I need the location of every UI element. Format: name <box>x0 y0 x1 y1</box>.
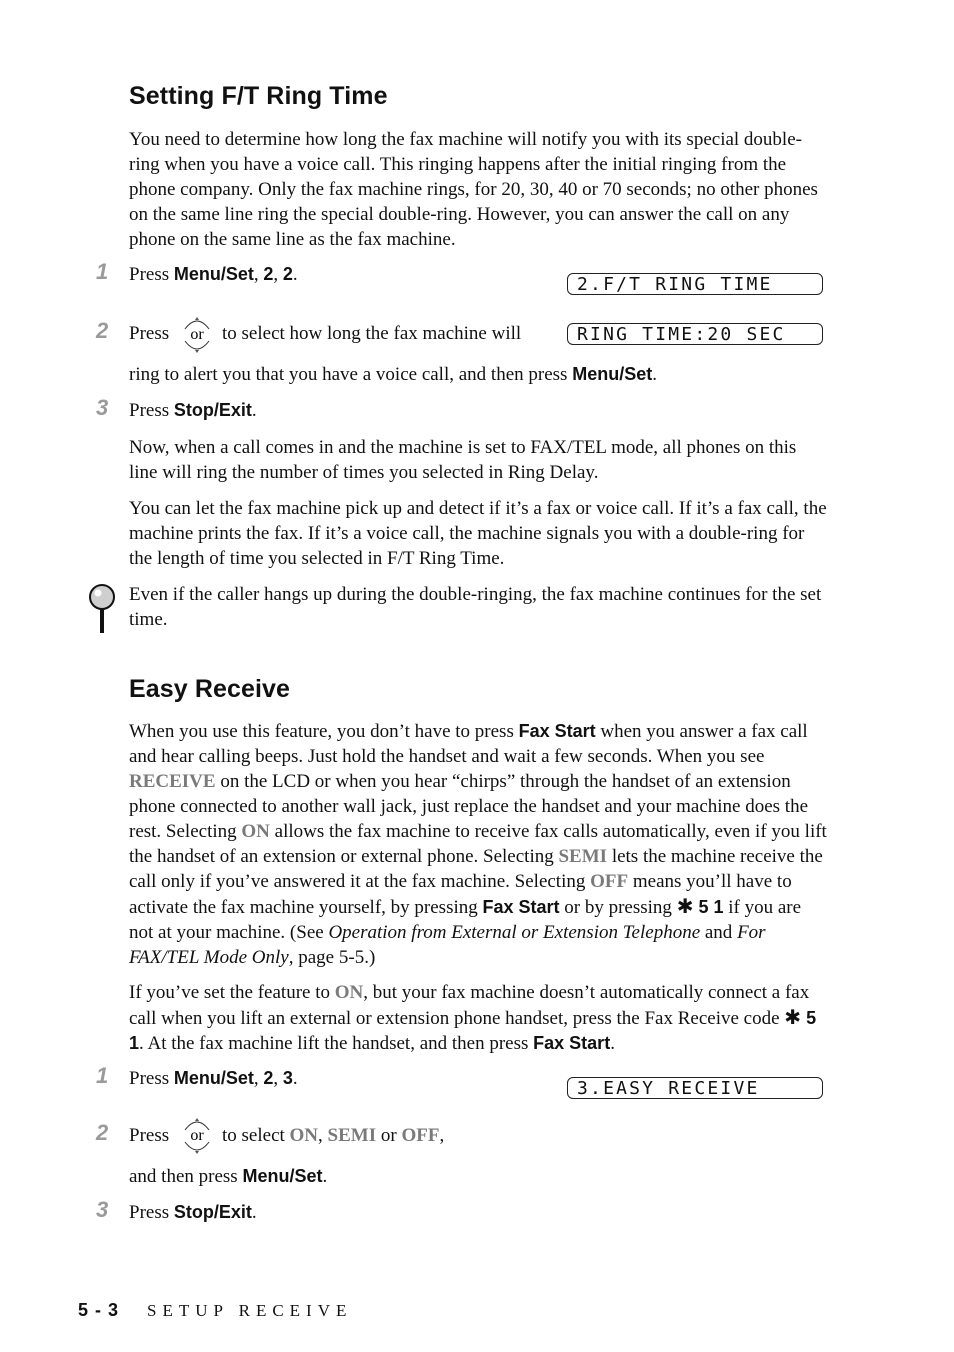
fax-start-key: Fax Start <box>482 897 560 917</box>
fax-start-key: Fax Start <box>533 1033 611 1053</box>
note-pin-icon <box>86 583 118 635</box>
intro-paragraph: You need to determine how long the fax machine will notify you with its special double-ring when you have a voice call. This ringing happens after the initial ringing from the phone company. Only the fax machine rings, for 20, 30, 40 or 70 seconds; no other phones on the same line ring the special double-ring. However, you can answer the call on any phone on the same line as the fax machine. <box>129 129 818 250</box>
note-text: Even if the caller hangs up during the double-ringing, the fax machine continues for the set time. <box>129 584 822 630</box>
section-title-ft-ring-time: Setting F/T Ring Time <box>129 82 388 110</box>
lcd-display: RING TIME:20 SEC <box>567 323 823 345</box>
step-3-text: Press Stop/Exit. <box>129 400 257 421</box>
up-down-navigation-icon <box>181 311 213 359</box>
step-1-text: Press Menu/Set, 2, 2. <box>129 264 298 285</box>
or-label: or <box>190 1127 204 1144</box>
fax-start-key: Fax Start <box>518 721 596 741</box>
easy-receive-paragraph: When you use this feature, you don’t have to press Fax Start when you answer a fax call and hear calling beeps. Just hold the handset and wait a few seconds. When you see RECEIVE on the LCD or when you hear “chirps” through the handset of an extension phone connected to another wall jack, just replace the handset and your machine does the rest. Selecting ON allows the fax machine to receive fax calls automatically, even if you lift the handset of an extension or external phone. Selecting SEMI lets the machine receive the call only if you’ve answered it at the fax machine. Selecting OFF means you’ll have to activate the fax machine yourself, by pressing Fax Start or by pressing ✱ 5 1 if you are not at your machine. (See Operation from External or Extension Telephone and For FAX/TEL Mode Only, page 5-5.) <box>129 721 827 968</box>
step-2-continuation: and then press Menu/Set. <box>129 1166 328 1187</box>
step-number: 1 <box>96 1063 109 1088</box>
menu-set-key: Menu/Set <box>173 264 254 284</box>
step-2-continuation: ring to alert you that you have a voice call, and then press Menu/Set. <box>129 364 657 385</box>
detect-paragraph: You can let the fax machine pick up and detect if it’s a fax or voice call. If it’s a fax call, the machine prints the fax. If it’s a voice call, the machine signals you with a double-ring for the length of time you selected in F/T Ring Time. <box>129 498 827 569</box>
stop-exit-key: Stop/Exit <box>173 1202 252 1222</box>
step-number: 2 <box>96 1120 109 1145</box>
step-2-press: Press <box>129 1125 170 1146</box>
step-number: 3 <box>96 395 109 420</box>
step-2-press: Press <box>129 323 170 344</box>
lcd-display: 2.F/T RING TIME <box>567 273 823 295</box>
step-3-text: Press Stop/Exit. <box>129 1202 257 1223</box>
stop-exit-key: Stop/Exit <box>173 400 252 420</box>
menu-set-key: Menu/Set <box>242 1166 323 1186</box>
step-number: 1 <box>96 259 109 284</box>
fax-receive-code-paragraph: If you’ve set the feature to ON, but your fax machine doesn’t automatically connect a fax call when you lift an external or extension phone handset, press the Fax Receive code ✱ 5 1. At the fax machine lift the handset, and then press Fax Start. <box>129 982 817 1054</box>
up-down-navigation-icon <box>181 1112 213 1160</box>
fax-tel-paragraph: Now, when a call comes in and the machine is set to FAX/TEL mode, all phones on this line will ring the number of times you selected in Ring Delay. <box>129 437 797 483</box>
star-key-icon: ✱ <box>676 894 694 918</box>
step-2-text: to select how long the fax machine will <box>222 323 522 344</box>
page-footer <box>78 1300 352 1321</box>
step-2-text: to select ON, SEMI or OFF, <box>222 1125 445 1146</box>
menu-set-key: Menu/Set <box>173 1068 254 1088</box>
menu-set-key: Menu/Set <box>572 364 653 384</box>
lcd-display: 3.EASY RECEIVE <box>567 1077 823 1099</box>
or-label: or <box>190 326 204 343</box>
section-title-easy-receive: Easy Receive <box>129 675 291 703</box>
section-name: SETUP RECEIVE <box>147 1301 353 1320</box>
step-number: 2 <box>96 318 109 343</box>
page-number: 5 - 3 <box>78 1300 120 1320</box>
step-1-text: Press Menu/Set, 2, 3. <box>129 1068 298 1089</box>
star-key-icon: ✱ <box>784 1005 802 1029</box>
step-number: 3 <box>96 1197 109 1222</box>
